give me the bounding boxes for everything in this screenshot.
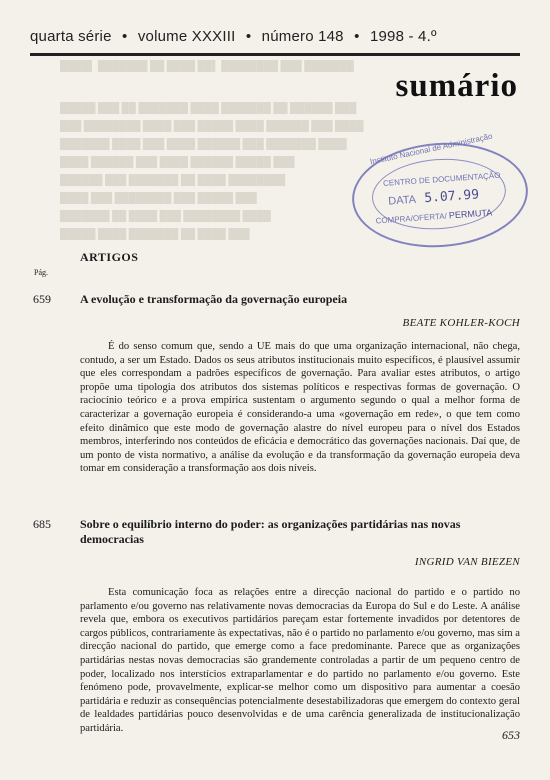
header-separator: • [122, 28, 128, 45]
year-label: 1998 - 4.º [369, 28, 437, 45]
article-abstract: É do senso comum que, sendo a UE mais do que uma organização internacional, não chega, contudo, a ser um Estado. Dados os seus atributos institucionais muito específicos, é plausível assumir que eles correspondam a padrões específicos de governação. Para avaliar estes atributos, o artigo propõe uma tipologia dos atributos dos sistemas políticos e respectivas formas de governação. O raciocínio teórico e a prova empírica sustentam o argumento segundo o qual a melhor forma de caracterizar a governação europeia é considerando-a uma «governação em rede», o que tem como efeito dinâmico que este modo de governação alastre do nível europeu para o nível dos Estados membros, interferindo nos conteúdos de eficácia e democrático das governações nacionais. Daí que, de um ponto de vista normativo, a análise da evolução e da transformação da governação europeia deva tomar em consideração a transformação aos dois níveis. [80, 341, 520, 475]
stamp-acquisition-options: COMPRA/OFERTA/ [375, 211, 448, 226]
header-rule [30, 53, 520, 56]
page-folio: 653 [502, 728, 520, 742]
stamp-department: CENTRO DE DOCUMENTAÇÃO [382, 170, 501, 188]
stamp-acquisition-handwritten: PERMUTA [448, 207, 493, 221]
show-through-line: ███████ ████ ███ ████ ██████ ███ ███████ ████ [60, 139, 347, 150]
stamp-date-label: DATA [387, 193, 416, 208]
stamp-date-value: 5.07.99 [423, 187, 480, 207]
header-separator: • [245, 28, 252, 45]
show-through-line: ████▌ ███████ ██ ████ ██▌ ████████ ███ ███████ [60, 61, 354, 72]
volume-label: volume XXXIII [137, 28, 236, 45]
show-through-line: ██████ ███ ███████ ██ ████ ████████ [60, 175, 286, 186]
article-page-number: 685 [33, 517, 51, 531]
page-title: sumário [395, 68, 518, 104]
stamp-institution: Instituto Nacional de Administração [369, 131, 494, 167]
show-through-line: █████ ███ ██ ███████ ████ ███████ ██ ██████ ███ [60, 103, 357, 114]
section-heading: ARTIGOS [80, 250, 139, 264]
show-through-line: ████ ██████ ███ ████ ██████ █████ ███ [60, 157, 295, 168]
show-through-line: █████ ████ ███████ ██ ████ ███ [60, 229, 250, 240]
page-column-label: Pág. [34, 268, 48, 277]
article-title: A evolução e transformação da governação europeia [80, 292, 348, 306]
article-author: INGRID VAN BIEZEN [414, 556, 520, 568]
article-title: Sobre o equilíbrio interno do poder: as organizações partidárias nas novas democracias [80, 517, 461, 546]
show-through-line: ███████ ██ ████ ███ ████████ ████ [60, 211, 271, 222]
number-label: número 148 [261, 28, 344, 45]
show-through-line: ████ ███ ████████ ███ █████ ███ [60, 193, 257, 204]
issue-header [30, 28, 520, 45]
series-label: quarta série [30, 28, 112, 45]
header-separator: • [354, 28, 360, 45]
article-author: BEATE KOHLER-KOCH [402, 317, 520, 329]
article-page-number: 659 [33, 292, 51, 306]
show-through-line: ███ ████████ ████ ███ █████ ████ ██████ ███ ████ [60, 121, 364, 132]
article-abstract: Esta comunicação foca as relações entre a direcção nacional do partido e o partido no parlamento e/ou governo nas relativamente novas democracias da Europa do Sul e do Leste. A análise revela que, embora os executivos partidários pareçam estar fortemente invadidos por detentores de cargos públicos, contrariamente às expectativas, não é o partido no parlamento e/ou governo, mas sim a direcção nacional do partido, que emerge como a face predominante. Parece que as organizações partidárias nestas novas democracias são grandemente controladas a partir de um pequeno centro de poder, localizado nos interstícios extraparlamentar e do partido no parlamento e/ou governo. Este fenómeno pode, provavelmente, explicar-se melhor como um dispositivo para aumentar a coesão partidária e reduzir as consequências potencialmente desestabilizadoras que emergem do contexto geral de lealdades partidárias pouco desenvolvidas e de uma carência generalizada de institucionalização partidária. [80, 587, 520, 734]
